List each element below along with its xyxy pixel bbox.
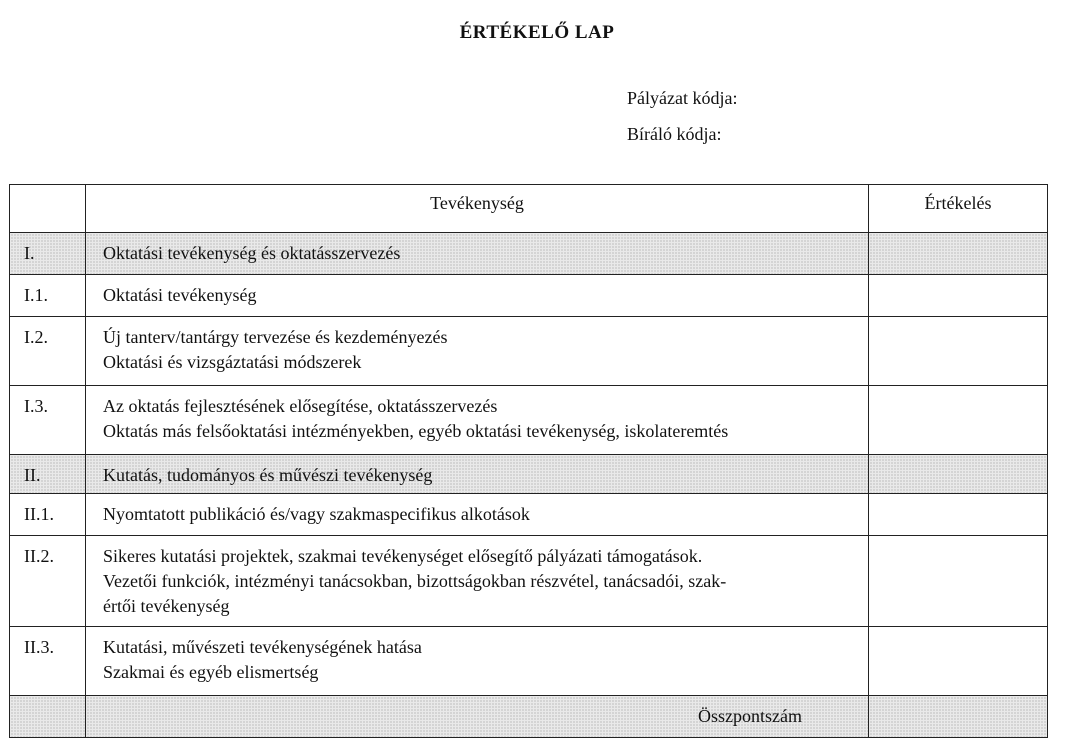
header-number — [10, 185, 86, 233]
row-number: I. — [10, 233, 86, 275]
row-activity — [86, 536, 869, 627]
row-activity — [86, 627, 869, 696]
activity-line: Új tanterv/tantárgy tervezése és kezdeményezés — [103, 327, 448, 347]
row-score-cell[interactable] — [869, 494, 1048, 536]
activity-line: Kutatás, tudományos és művészi tevékenység — [103, 465, 433, 485]
table-row — [10, 317, 1048, 386]
activity-line: Oktatási tevékenység — [103, 285, 257, 305]
reviewer-code-label: Bíráló kódja: — [627, 124, 722, 144]
header-activity: Tevékenység — [86, 185, 869, 233]
activity-line: Kutatási, művészeti tevékenységének hatása — [103, 637, 422, 657]
row-number: II.2. — [10, 536, 86, 627]
row-activity — [86, 233, 869, 275]
total-score-cell[interactable] — [869, 696, 1048, 738]
table-row — [10, 627, 1048, 696]
row-number: I.3. — [10, 386, 86, 455]
evaluation-table — [9, 184, 1048, 738]
total-label: Összpontszám — [86, 696, 869, 738]
row-score-cell[interactable] — [869, 536, 1048, 627]
activity-line: Oktatási és vizsgáztatási módszerek — [103, 352, 362, 372]
row-number: I.1. — [10, 275, 86, 317]
activity-line: Oktatás más felsőoktatási intézményekben, egyéb oktatási tevékenység, iskolateremtés — [103, 421, 729, 441]
row-number: II. — [10, 455, 86, 494]
row-activity — [86, 494, 869, 536]
activity-line: Sikeres kutatási projektek, szakmai tevékenységet elősegítő pályázati támogatások. — [103, 546, 703, 566]
table-header-row — [10, 185, 1048, 233]
row-score-cell[interactable] — [869, 317, 1048, 386]
row-number: I.2. — [10, 317, 86, 386]
row-number: II.3. — [10, 627, 86, 696]
activity-line: értői tevékenység — [103, 596, 230, 616]
row-activity — [86, 386, 869, 455]
page-title: ÉRTÉKELŐ LAP — [459, 22, 615, 43]
row-score-cell[interactable] — [869, 455, 1048, 494]
activity-line: Szakmai és egyéb elismertség — [103, 662, 319, 682]
row-score-cell[interactable] — [869, 627, 1048, 696]
row-score-cell[interactable] — [869, 275, 1048, 317]
table-row — [10, 536, 1048, 627]
activity-line: Vezetői funkciók, intézményi tanácsokban, bizottságokban részvétel, tanácsadói, szak- — [103, 571, 727, 591]
table-row — [10, 455, 1048, 494]
table-row — [10, 386, 1048, 455]
table-row — [10, 494, 1048, 536]
header-evaluation: Értékelés — [869, 185, 1048, 233]
total-number-cell — [10, 696, 86, 738]
activity-line: Oktatási tevékenység és oktatásszervezés — [103, 243, 401, 263]
row-score-cell[interactable] — [869, 233, 1048, 275]
row-score-cell[interactable] — [869, 386, 1048, 455]
table-row — [10, 275, 1048, 317]
activity-line: Nyomtatott publikáció és/vagy szakmaspecifikus alkotások — [103, 504, 530, 524]
table-row — [10, 233, 1048, 275]
activity-line: Az oktatás fejlesztésének elősegítése, oktatásszervezés — [103, 396, 498, 416]
total-row — [10, 696, 1048, 738]
application-code-label: Pályázat kódja: — [627, 88, 738, 108]
row-activity — [86, 455, 869, 494]
row-activity — [86, 317, 869, 386]
row-activity — [86, 275, 869, 317]
row-number: II.1. — [10, 494, 86, 536]
